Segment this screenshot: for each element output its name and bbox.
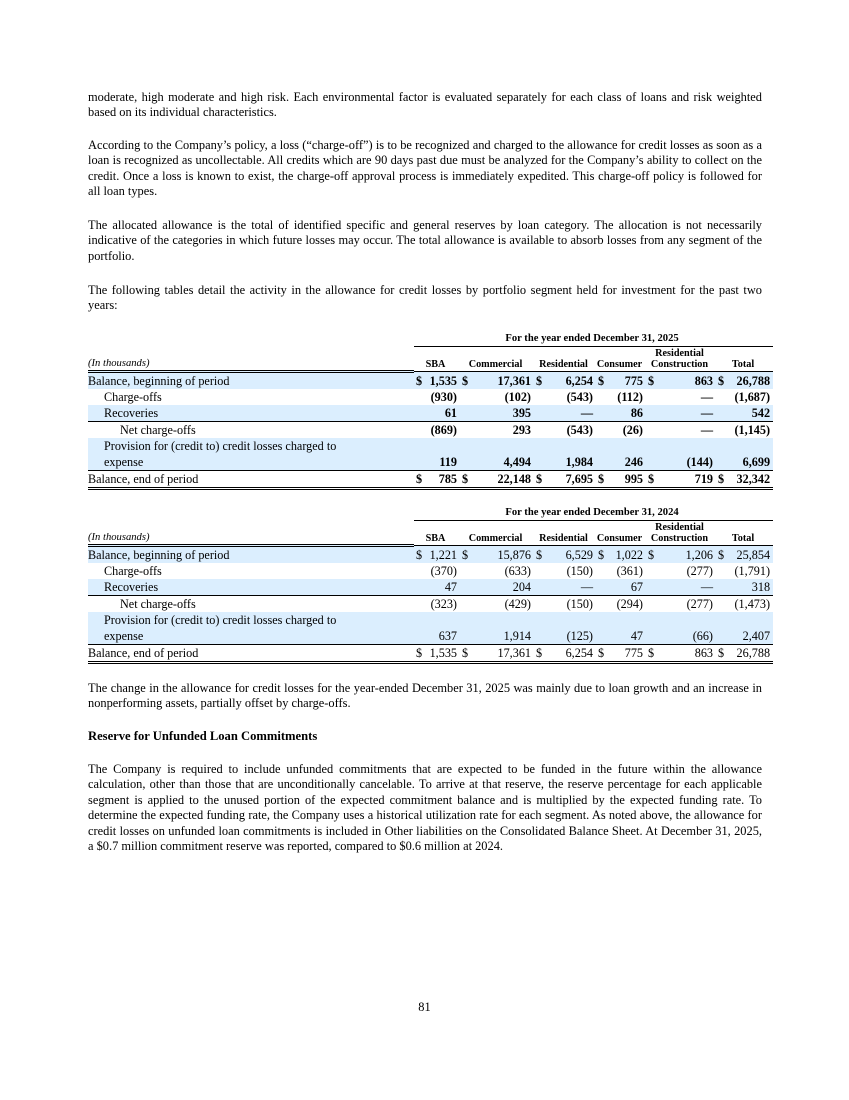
column-header-commercial: Commercial	[460, 347, 534, 372]
column-header-residential: Residential	[534, 521, 596, 546]
paragraph-charge-off-policy: According to the Company’s policy, a loss (“charge-off”) is to be recognized and charged to the allowance for credit losses as soon as a loan is recognized as uncollectable. All credits which are 90 days past due must be analyzed for the Company’s ability to collect on the credit. Once a loss is known to exist, the charge-off approval process is immediately expedited. This charge-off policy is followed for all loan types.	[88, 138, 762, 199]
table-row-ending-balance: Balance, end of period $ 1,535 $ 17,361 $ 6,254 $ 775 $ 863 $ 26,788	[88, 644, 773, 662]
paragraph-tables-intro: The following tables detail the activity in the allowance for credit losses by portfolio segment held for investment for the past two years:	[88, 283, 762, 313]
table-row-beginning-balance: Balance, beginning of period $ 1,535 $ 17,361 $ 6,254 $ 775 $ 863 $ 26,788	[88, 371, 773, 389]
allowance-table-2024	[88, 505, 773, 664]
column-header-consumer: Consumer	[596, 521, 646, 546]
units-label: (In thousands)	[88, 347, 414, 372]
column-header-total: Total	[716, 347, 773, 372]
column-header-sba: SBA	[414, 521, 460, 546]
table-caption: For the year ended December 31, 2024	[414, 505, 773, 521]
column-header-total: Total	[716, 521, 773, 546]
table-row-net-charge-offs: Net charge-offs (869) 293 (543) (26) — (1,145)	[120, 422, 771, 437]
page-number: 81	[418, 1000, 431, 1014]
column-header-residential-construction: Residential Construction	[646, 347, 716, 372]
table-row-provision: expense 637 1,914 (125) 47 (66) 2,407	[88, 628, 773, 645]
paragraph-unfunded-commitments: The Company is required to include unfunded commitments that are expected to be funded in the future within the allowance calculation, other than those that are unconditionally cancelable. To arrive at that reserve, the reserve percentage for each applicable segment is applied to the unused portion of the expected commitment balance and is multiplied by the expected funding rate. To determine the expected funding rate, the Company uses a historical utilization rate for each segment. As noted above, the allowance for credit losses on unfunded loan commitments is included in Other liabilities on the Consolidated Balance Sheet. At December 31, 2025, a $0.7 million commitment reserve was reported, compared to $0.6 million at 2024.	[88, 762, 762, 854]
column-header-residential-construction: Residential Construction	[646, 521, 716, 546]
table-row-provision-label: Provision for (credit to) credit losses charged to	[88, 612, 773, 628]
paragraph-allowance-change: The change in the allowance for credit losses for the year-ended December 31, 2025 was mainly due to loan growth and an increase in nonperforming assets, partially offset by charge-offs.	[88, 681, 762, 711]
column-header-sba: SBA	[414, 347, 460, 372]
column-header-consumer: Consumer	[596, 347, 646, 372]
table-row-provision-label: Provision for (credit to) credit losses charged to	[88, 438, 773, 454]
table-row-provision: expense 119 4,494 1,984 246 (144) 6,699	[88, 454, 773, 471]
table-row-charge-offs: Charge-offs (370) (633) (150) (361) (277) (1,791)	[104, 563, 771, 578]
table-row-net-charge-offs: Net charge-offs (323) (429) (150) (294) (277) (1,473)	[120, 596, 771, 611]
table-row-ending-balance: Balance, end of period $ 785 $ 22,148 $ 7,695 $ 995 $ 719 $ 32,342	[88, 470, 773, 488]
paragraph-allocated-allowance: The allocated allowance is the total of identified specific and general reserves by loan category. The allocation is not necessarily indicative of the categories in which future losses may occur. The total allowance is available to absorb losses from any segment of the portfolio.	[88, 218, 762, 263]
table-row-recoveries: Recoveries 47 204 — 67 — 318	[88, 579, 773, 596]
table-caption: For the year ended December 31, 2025	[414, 331, 773, 347]
section-heading: Reserve for Unfunded Loan Commitments	[88, 729, 318, 743]
column-header-residential: Residential	[534, 347, 596, 372]
units-label: (In thousands)	[88, 521, 414, 546]
column-header-commercial: Commercial	[460, 521, 534, 546]
table-row-charge-offs: Charge-offs (930) (102) (543) (112) — (1,687)	[104, 389, 771, 404]
allowance-table-2025	[88, 331, 773, 490]
table-row-recoveries: Recoveries 61 395 — 86 — 542	[88, 405, 773, 422]
table-row-beginning-balance: Balance, beginning of period $ 1,221 $ 15,876 $ 6,529 $ 1,022 $ 1,206 $ 25,854	[88, 545, 773, 563]
paragraph-risk-weighting: moderate, high moderate and high risk. Each environmental factor is evaluated separately for each class of loans and risk weighted based on its individual characteristics.	[88, 90, 762, 120]
